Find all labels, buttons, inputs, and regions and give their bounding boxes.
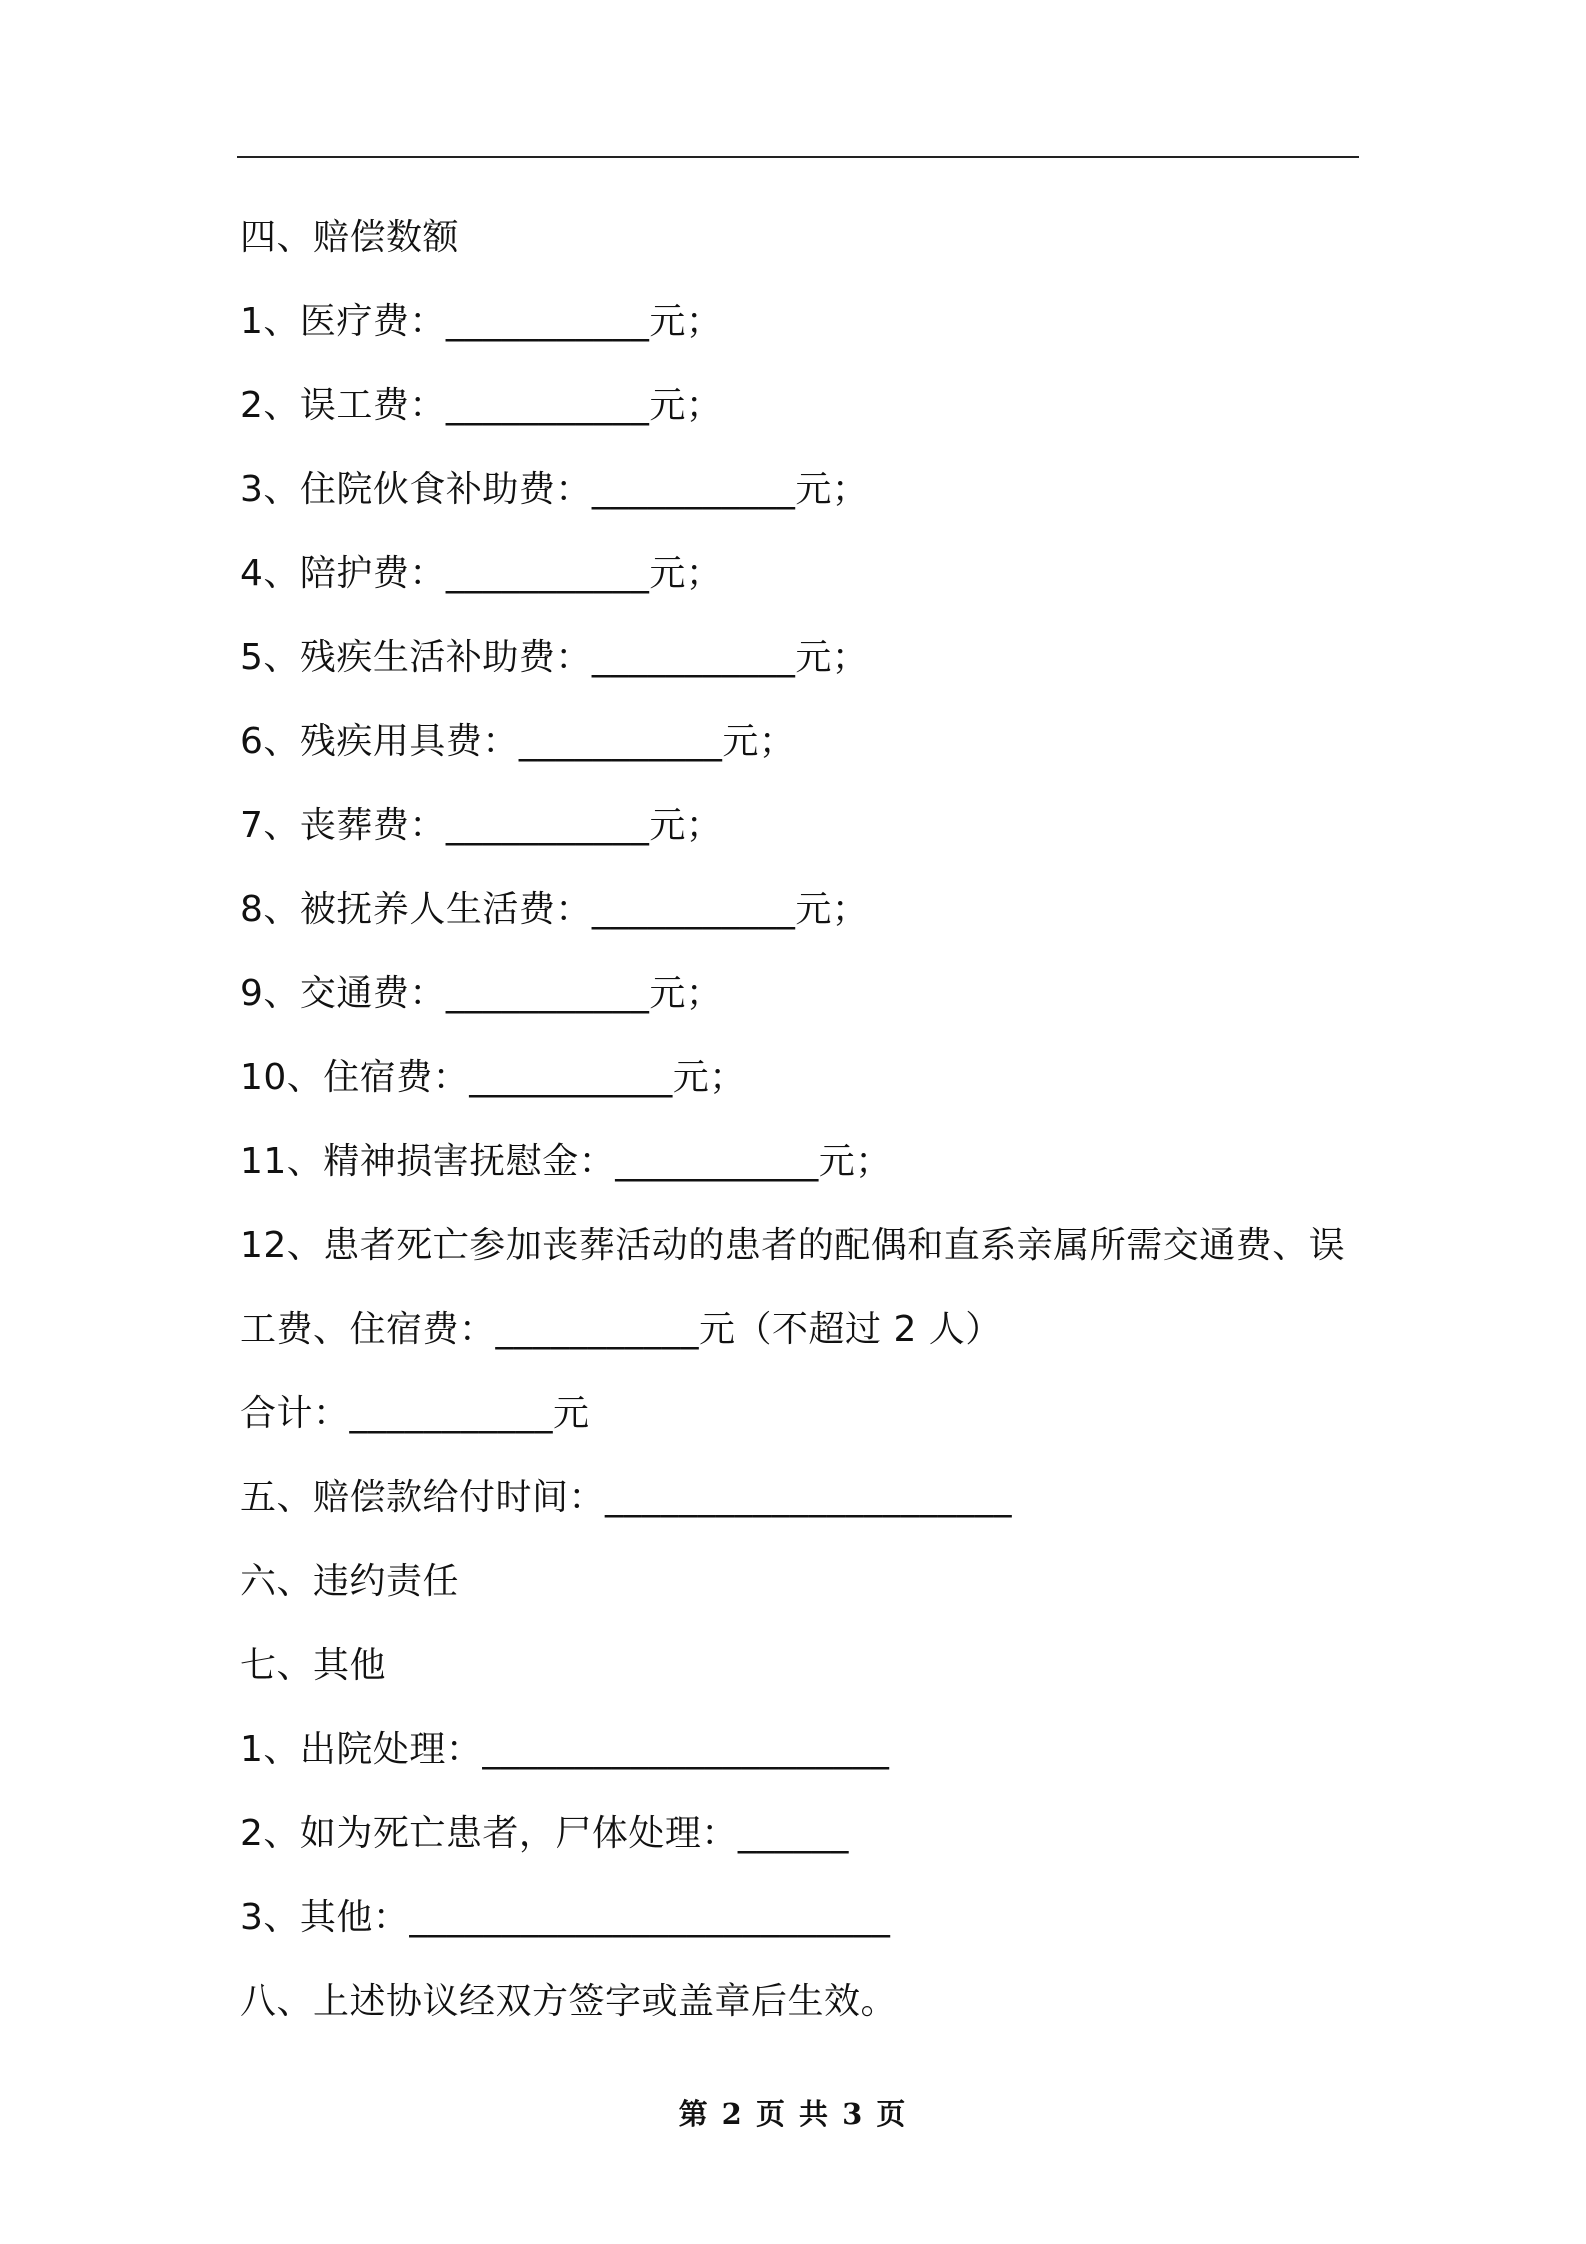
section-heading-compensation-amount: 四、赔偿数额 [240,217,460,258]
item-discharge-handling: 1、出院处理：______________________ [240,1729,890,1770]
item-accommodation-fee: 10、住宿费：___________元； [240,1057,746,1098]
item-funeral-fee: 7、丧葬费：___________元； [240,805,723,846]
item-lost-wages: 2、误工费：___________元； [240,385,723,426]
item-transport-fee: 9、交通费：___________元； [240,973,723,1014]
item-relatives-expenses-line-2: 工费、住宿费：___________元（不超过 2 人） [240,1309,1002,1350]
section-heading-breach-liability: 六、违约责任 [240,1561,460,1602]
header-rule [237,156,1359,158]
item-nursing-fee: 4、陪护费：___________元； [240,553,723,594]
item-disability-living-subsidy: 5、残疾生活补助费：___________元； [240,637,869,678]
item-dependent-living-fee: 8、被抚养人生活费：___________元； [240,889,869,930]
item-disability-equipment-fee: 6、残疾用具费：___________元； [240,721,796,762]
section-heading-effectiveness: 八、上述协议经双方签字或盖章后生效。 [240,1981,898,2022]
total-line: 合计：___________元 [240,1393,590,1434]
item-hospital-meal-subsidy: 3、住院伙食补助费：___________元； [240,469,869,510]
item-relatives-expenses-line-1: 12、患者死亡参加丧葬活动的患者的配偶和直系亲属所需交通费、误 [240,1225,1346,1266]
item-other: 3、其他：__________________________ [240,1897,891,1938]
item-medical-fee: 1、医疗费：___________元； [240,301,723,342]
page-number-footer: 第 2 页 共 3 页 [678,2097,908,2131]
item-body-handling: 2、如为死亡患者，尸体处理：______ [240,1813,849,1854]
item-mental-damage-compensation: 11、精神损害抚慰金：___________元； [240,1141,892,1182]
document-body [240,196,1365,2044]
section-heading-other: 七、其他 [240,1645,387,1686]
section-heading-payment-time: 五、赔偿款给付时间：______________________ [240,1477,1013,1518]
